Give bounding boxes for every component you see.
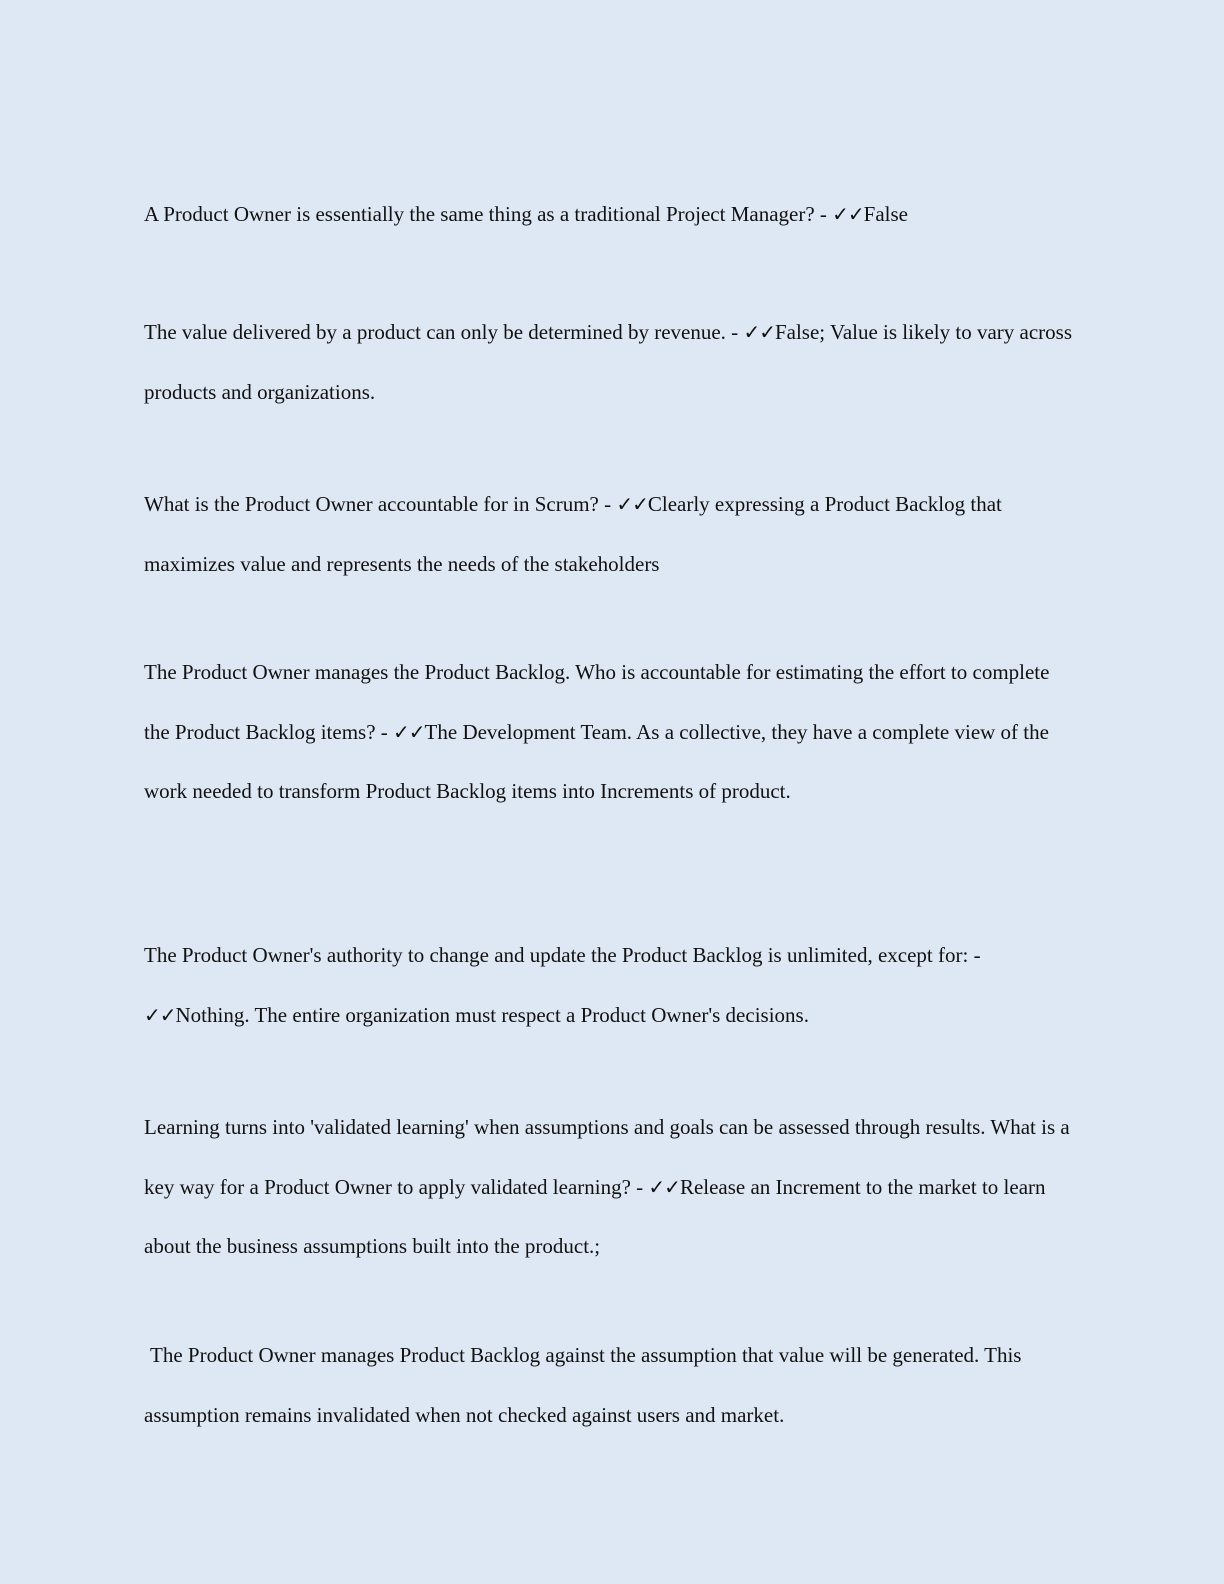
answer-text: The Development Team. As a collective, they have a complete view of the work needed to transform Product Backlog items into Increments of product. [144, 719, 1049, 803]
answer-text: Release an Increment to the market to learn about the business assumptions built into the product.; [144, 1174, 1046, 1258]
double-check-icon: ✓✓ [616, 492, 648, 516]
qa-item-6 [144, 1098, 1080, 1277]
double-check-icon: ✓✓ [393, 719, 425, 744]
qa-item-2 [144, 303, 1080, 422]
question-text: A Product Owner is essentially the same thing as a traditional Project Manager? - [144, 202, 833, 226]
question-text: The Product Owner manages the Product Backlog. Who is accountable for estimating the effort to complete the Product Backlog items? - [144, 660, 1050, 744]
qa-item-4 [144, 643, 1080, 822]
answer-text: Nothing. The entire organization must respect a Product Owner's decisions. [175, 1002, 809, 1027]
qa-item-5 [144, 926, 1080, 1045]
trailing-paragraph: The Product Owner manages Product Backlog against the assumption that value will be generated. This assumption remains invalidated when not checked against users and market. [144, 1343, 1022, 1427]
double-check-icon: ✓✓ [832, 202, 864, 226]
answer-text: False [863, 202, 908, 226]
qa-item-1 [144, 185, 1080, 245]
question-text: What is the Product Owner accountable for in Scrum? - [144, 492, 617, 516]
double-check-icon: ✓✓ [648, 1174, 680, 1199]
answer-text: Clearly expressing a Product Backlog that maximizes value and represents the needs of the stakeholders [144, 492, 1002, 576]
question-text: Learning turns into 'validated learning' when assumptions and goals can be assessed through results. What is a key way for a Product Owner to apply validated learning? - [144, 1115, 1070, 1199]
qa-item-3 [144, 475, 1080, 594]
double-check-icon: ✓✓ [144, 1002, 176, 1027]
question-text: The Product Owner's authority to change and update the Product Backlog is unlimited, except for: - [144, 943, 981, 967]
double-check-icon: ✓✓ [743, 320, 775, 344]
answer-text: False; Value is likely to vary across products and organizations. [144, 320, 1073, 404]
question-text: The value delivered by a product can only be determined by revenue. - [144, 320, 744, 344]
